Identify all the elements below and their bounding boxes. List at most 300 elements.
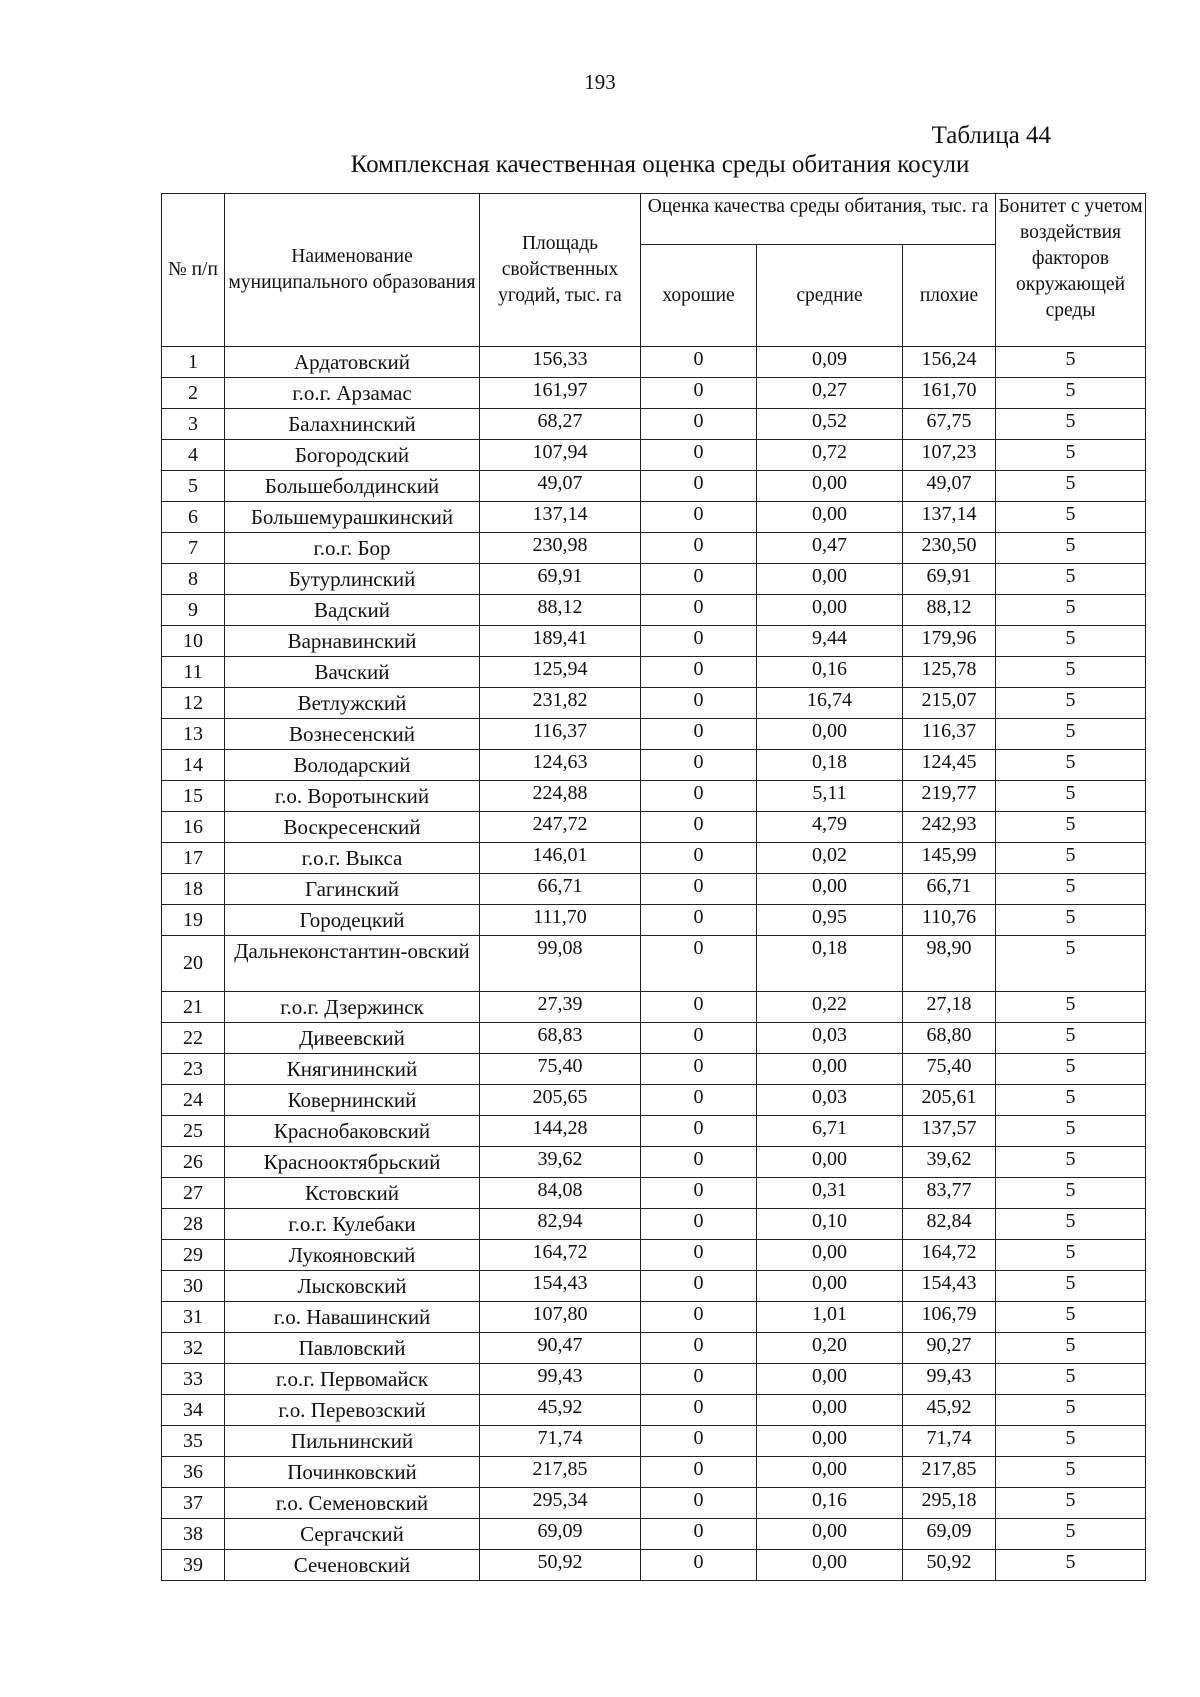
table-row — [162, 1271, 1146, 1302]
cell-area: 69,09 — [480, 1519, 641, 1550]
cell-bonitet: 5 — [996, 812, 1146, 843]
cell-num: 31 — [162, 1302, 225, 1333]
cell-poor: 49,07 — [903, 471, 996, 502]
cell-name: Сеченовский — [225, 1550, 480, 1581]
cell-bonitet: 5 — [996, 564, 1146, 595]
cell-num: 38 — [162, 1519, 225, 1550]
habitat-assessment-table — [161, 193, 1146, 1581]
cell-name: Бутурлинский — [225, 564, 480, 595]
cell-poor: 106,79 — [903, 1302, 996, 1333]
table-row — [162, 688, 1146, 719]
cell-good: 0 — [641, 843, 757, 874]
cell-num: 17 — [162, 843, 225, 874]
cell-bonitet: 5 — [996, 533, 1146, 564]
cell-good: 0 — [641, 564, 757, 595]
cell-poor: 27,18 — [903, 992, 996, 1023]
cell-poor: 71,74 — [903, 1426, 996, 1457]
cell-medium: 0,10 — [757, 1209, 903, 1240]
cell-area: 224,88 — [480, 781, 641, 812]
cell-medium: 0,27 — [757, 378, 903, 409]
cell-name: г.о.г. Первомайск — [225, 1364, 480, 1395]
cell-good: 0 — [641, 1271, 757, 1302]
cell-name: г.о. Перевозский — [225, 1395, 480, 1426]
cell-medium: 0,00 — [757, 564, 903, 595]
table-row — [162, 533, 1146, 564]
cell-area: 66,71 — [480, 874, 641, 905]
table-row — [162, 1178, 1146, 1209]
cell-bonitet: 5 — [996, 1457, 1146, 1488]
cell-medium: 0,09 — [757, 347, 903, 378]
cell-good: 0 — [641, 1395, 757, 1426]
cell-bonitet: 5 — [996, 719, 1146, 750]
cell-area: 125,94 — [480, 657, 641, 688]
cell-area: 90,47 — [480, 1333, 641, 1364]
table-row — [162, 1302, 1146, 1333]
cell-poor: 295,18 — [903, 1488, 996, 1519]
cell-medium: 9,44 — [757, 626, 903, 657]
table-row — [162, 1395, 1146, 1426]
cell-medium: 0,00 — [757, 595, 903, 626]
cell-poor: 83,77 — [903, 1178, 996, 1209]
cell-name: Ковернинский — [225, 1085, 480, 1116]
cell-name: Починковский — [225, 1457, 480, 1488]
cell-area: 137,14 — [480, 502, 641, 533]
cell-num: 10 — [162, 626, 225, 657]
cell-bonitet: 5 — [996, 595, 1146, 626]
cell-medium: 0,00 — [757, 1395, 903, 1426]
cell-bonitet: 5 — [996, 502, 1146, 533]
cell-poor: 145,99 — [903, 843, 996, 874]
cell-name: Городецкий — [225, 905, 480, 936]
cell-good: 0 — [641, 1426, 757, 1457]
header-bonitet: Бонитет с учетом воздействия факторов окружающей среды — [996, 194, 1146, 347]
cell-bonitet: 5 — [996, 1488, 1146, 1519]
cell-num: 20 — [162, 936, 225, 992]
cell-medium: 0,00 — [757, 1054, 903, 1085]
cell-bonitet: 5 — [996, 1147, 1146, 1178]
cell-poor: 75,40 — [903, 1054, 996, 1085]
cell-good: 0 — [641, 1116, 757, 1147]
cell-good: 0 — [641, 347, 757, 378]
cell-bonitet: 5 — [996, 992, 1146, 1023]
cell-medium: 0,00 — [757, 1147, 903, 1178]
cell-num: 24 — [162, 1085, 225, 1116]
cell-medium: 0,00 — [757, 502, 903, 533]
header-area: Площадь свойственных угодий, тыс. га — [480, 194, 641, 347]
cell-poor: 137,14 — [903, 502, 996, 533]
cell-medium: 16,74 — [757, 688, 903, 719]
cell-num: 30 — [162, 1271, 225, 1302]
cell-good: 0 — [641, 378, 757, 409]
cell-area: 107,80 — [480, 1302, 641, 1333]
cell-bonitet: 5 — [996, 905, 1146, 936]
cell-poor: 66,71 — [903, 874, 996, 905]
cell-good: 0 — [641, 409, 757, 440]
cell-poor: 68,80 — [903, 1023, 996, 1054]
cell-good: 0 — [641, 1023, 757, 1054]
cell-medium: 0,52 — [757, 409, 903, 440]
cell-area: 45,92 — [480, 1395, 641, 1426]
cell-num: 5 — [162, 471, 225, 502]
cell-medium: 0,00 — [757, 874, 903, 905]
cell-bonitet: 5 — [996, 1023, 1146, 1054]
cell-name: Лысковский — [225, 1271, 480, 1302]
cell-area: 68,83 — [480, 1023, 641, 1054]
cell-bonitet: 5 — [996, 1519, 1146, 1550]
cell-poor: 107,23 — [903, 440, 996, 471]
cell-medium: 0,03 — [757, 1085, 903, 1116]
table-row — [162, 440, 1146, 471]
page-number: 193 — [584, 70, 616, 94]
table-row — [162, 874, 1146, 905]
cell-name: г.о. Воротынский — [225, 781, 480, 812]
cell-good: 0 — [641, 874, 757, 905]
cell-name: г.о. Семеновский — [225, 1488, 480, 1519]
cell-name: Вачский — [225, 657, 480, 688]
cell-good: 0 — [641, 905, 757, 936]
cell-num: 16 — [162, 812, 225, 843]
cell-bonitet: 5 — [996, 843, 1146, 874]
table-row — [162, 1209, 1146, 1240]
cell-medium: 0,18 — [757, 936, 903, 992]
cell-name: г.о.г. Выкса — [225, 843, 480, 874]
cell-bonitet: 5 — [996, 1209, 1146, 1240]
cell-good: 0 — [641, 992, 757, 1023]
cell-poor: 230,50 — [903, 533, 996, 564]
cell-name: Дальнеконстантин-овский — [225, 936, 480, 992]
table-row — [162, 781, 1146, 812]
cell-num: 7 — [162, 533, 225, 564]
table-body — [162, 347, 1146, 1581]
cell-bonitet: 5 — [996, 874, 1146, 905]
cell-poor: 90,27 — [903, 1333, 996, 1364]
cell-bonitet: 5 — [996, 936, 1146, 992]
header-good: хорошие — [641, 245, 757, 347]
table-row — [162, 471, 1146, 502]
cell-bonitet: 5 — [996, 1085, 1146, 1116]
cell-medium: 0,03 — [757, 1023, 903, 1054]
cell-name: Кстовский — [225, 1178, 480, 1209]
table-row — [162, 992, 1146, 1023]
cell-num: 36 — [162, 1457, 225, 1488]
cell-name: Павловский — [225, 1333, 480, 1364]
cell-num: 8 — [162, 564, 225, 595]
cell-area: 156,33 — [480, 347, 641, 378]
cell-medium: 4,79 — [757, 812, 903, 843]
cell-name: Вознесенский — [225, 719, 480, 750]
cell-area: 161,97 — [480, 378, 641, 409]
table-row — [162, 812, 1146, 843]
cell-num: 12 — [162, 688, 225, 719]
table-label: Таблица 44 — [931, 122, 1051, 149]
cell-bonitet: 5 — [996, 657, 1146, 688]
table-row — [162, 1488, 1146, 1519]
cell-poor: 156,24 — [903, 347, 996, 378]
cell-medium: 0,02 — [757, 843, 903, 874]
cell-num: 4 — [162, 440, 225, 471]
cell-medium: 0,00 — [757, 1364, 903, 1395]
cell-num: 26 — [162, 1147, 225, 1178]
cell-num: 22 — [162, 1023, 225, 1054]
cell-num: 11 — [162, 657, 225, 688]
cell-area: 124,63 — [480, 750, 641, 781]
header-medium: средние — [757, 245, 903, 347]
cell-good: 0 — [641, 750, 757, 781]
table-row — [162, 936, 1146, 992]
cell-good: 0 — [641, 1209, 757, 1240]
cell-medium: 0,18 — [757, 750, 903, 781]
cell-area: 99,08 — [480, 936, 641, 992]
cell-medium: 1,01 — [757, 1302, 903, 1333]
cell-good: 0 — [641, 812, 757, 843]
cell-area: 68,27 — [480, 409, 641, 440]
cell-good: 0 — [641, 657, 757, 688]
cell-name: Краснобаковский — [225, 1116, 480, 1147]
cell-poor: 217,85 — [903, 1457, 996, 1488]
cell-medium: 0,00 — [757, 1457, 903, 1488]
table-row — [162, 564, 1146, 595]
cell-area: 164,72 — [480, 1240, 641, 1271]
cell-area: 116,37 — [480, 719, 641, 750]
cell-num: 3 — [162, 409, 225, 440]
cell-area: 205,65 — [480, 1085, 641, 1116]
cell-bonitet: 5 — [996, 1271, 1146, 1302]
cell-poor: 82,84 — [903, 1209, 996, 1240]
cell-num: 9 — [162, 595, 225, 626]
cell-bonitet: 5 — [996, 1054, 1146, 1085]
table-row — [162, 347, 1146, 378]
table-row — [162, 626, 1146, 657]
table-row — [162, 1333, 1146, 1364]
table-row — [162, 502, 1146, 533]
cell-name: г.о.г. Кулебаки — [225, 1209, 480, 1240]
cell-good: 0 — [641, 936, 757, 992]
cell-bonitet: 5 — [996, 1426, 1146, 1457]
cell-good: 0 — [641, 1085, 757, 1116]
cell-name: Большеболдинский — [225, 471, 480, 502]
cell-area: 82,94 — [480, 1209, 641, 1240]
header-poor: плохие — [903, 245, 996, 347]
header-name: Наименование муниципального образования — [225, 194, 480, 347]
cell-good: 0 — [641, 533, 757, 564]
cell-area: 27,39 — [480, 992, 641, 1023]
cell-num: 6 — [162, 502, 225, 533]
cell-bonitet: 5 — [996, 781, 1146, 812]
cell-poor: 205,61 — [903, 1085, 996, 1116]
cell-bonitet: 5 — [996, 409, 1146, 440]
table-header — [162, 194, 1146, 347]
cell-bonitet: 5 — [996, 750, 1146, 781]
cell-medium: 0,00 — [757, 1426, 903, 1457]
cell-name: г.о.г. Арзамас — [225, 378, 480, 409]
cell-area: 217,85 — [480, 1457, 641, 1488]
cell-medium: 0,00 — [757, 719, 903, 750]
cell-num: 34 — [162, 1395, 225, 1426]
table-row — [162, 1550, 1146, 1581]
cell-poor: 88,12 — [903, 595, 996, 626]
cell-area: 154,43 — [480, 1271, 641, 1302]
cell-name: Варнавинский — [225, 626, 480, 657]
cell-bonitet: 5 — [996, 1395, 1146, 1426]
cell-good: 0 — [641, 626, 757, 657]
table-row — [162, 1457, 1146, 1488]
cell-area: 230,98 — [480, 533, 641, 564]
cell-medium: 0,00 — [757, 1519, 903, 1550]
cell-name: Лукояновский — [225, 1240, 480, 1271]
cell-num: 37 — [162, 1488, 225, 1519]
cell-good: 0 — [641, 1178, 757, 1209]
cell-num: 19 — [162, 905, 225, 936]
cell-area: 231,82 — [480, 688, 641, 719]
cell-good: 0 — [641, 1364, 757, 1395]
cell-good: 0 — [641, 1457, 757, 1488]
cell-area: 295,34 — [480, 1488, 641, 1519]
cell-bonitet: 5 — [996, 1364, 1146, 1395]
cell-bonitet: 5 — [996, 626, 1146, 657]
cell-medium: 0,47 — [757, 533, 903, 564]
cell-name: Богородский — [225, 440, 480, 471]
cell-area: 146,01 — [480, 843, 641, 874]
cell-medium: 0,00 — [757, 1550, 903, 1581]
cell-poor: 154,43 — [903, 1271, 996, 1302]
cell-poor: 219,77 — [903, 781, 996, 812]
cell-name: Дивеевский — [225, 1023, 480, 1054]
cell-area: 84,08 — [480, 1178, 641, 1209]
cell-bonitet: 5 — [996, 440, 1146, 471]
cell-poor: 110,76 — [903, 905, 996, 936]
cell-area: 39,62 — [480, 1147, 641, 1178]
cell-name: Пильнинский — [225, 1426, 480, 1457]
cell-poor: 215,07 — [903, 688, 996, 719]
cell-area: 75,40 — [480, 1054, 641, 1085]
cell-medium: 0,00 — [757, 1271, 903, 1302]
cell-good: 0 — [641, 440, 757, 471]
cell-num: 29 — [162, 1240, 225, 1271]
cell-area: 189,41 — [480, 626, 641, 657]
cell-num: 25 — [162, 1116, 225, 1147]
cell-area: 88,12 — [480, 595, 641, 626]
cell-name: Вадский — [225, 595, 480, 626]
cell-good: 0 — [641, 1054, 757, 1085]
table-row — [162, 595, 1146, 626]
cell-bonitet: 5 — [996, 688, 1146, 719]
cell-bonitet: 5 — [996, 1116, 1146, 1147]
cell-num: 27 — [162, 1178, 225, 1209]
table-row — [162, 1147, 1146, 1178]
table-row — [162, 1054, 1146, 1085]
cell-good: 0 — [641, 1488, 757, 1519]
cell-area: 107,94 — [480, 440, 641, 471]
cell-poor: 39,62 — [903, 1147, 996, 1178]
cell-good: 0 — [641, 688, 757, 719]
table-row — [162, 1085, 1146, 1116]
cell-num: 23 — [162, 1054, 225, 1085]
cell-poor: 45,92 — [903, 1395, 996, 1426]
cell-area: 144,28 — [480, 1116, 641, 1147]
cell-bonitet: 5 — [996, 1240, 1146, 1271]
cell-medium: 6,71 — [757, 1116, 903, 1147]
cell-good: 0 — [641, 1147, 757, 1178]
cell-name: Краснооктябрьский — [225, 1147, 480, 1178]
cell-name: Ардатовский — [225, 347, 480, 378]
cell-good: 0 — [641, 1333, 757, 1364]
table-row — [162, 905, 1146, 936]
cell-poor: 125,78 — [903, 657, 996, 688]
cell-name: Воскресенский — [225, 812, 480, 843]
cell-area: 69,91 — [480, 564, 641, 595]
cell-bonitet: 5 — [996, 1178, 1146, 1209]
cell-poor: 99,43 — [903, 1364, 996, 1395]
cell-medium: 0,95 — [757, 905, 903, 936]
cell-poor: 179,96 — [903, 626, 996, 657]
cell-good: 0 — [641, 471, 757, 502]
cell-num: 39 — [162, 1550, 225, 1581]
table-row — [162, 750, 1146, 781]
cell-poor: 124,45 — [903, 750, 996, 781]
table-row — [162, 719, 1146, 750]
cell-name: Ветлужский — [225, 688, 480, 719]
cell-medium: 0,16 — [757, 657, 903, 688]
cell-poor: 164,72 — [903, 1240, 996, 1271]
header-quality-group: Оценка качества среды обитания, тыс. га — [641, 194, 996, 245]
cell-num: 21 — [162, 992, 225, 1023]
cell-bonitet: 5 — [996, 378, 1146, 409]
cell-name: Володарский — [225, 750, 480, 781]
cell-num: 35 — [162, 1426, 225, 1457]
cell-poor: 137,57 — [903, 1116, 996, 1147]
cell-area: 50,92 — [480, 1550, 641, 1581]
table-row — [162, 657, 1146, 688]
cell-good: 0 — [641, 781, 757, 812]
cell-poor: 50,92 — [903, 1550, 996, 1581]
cell-num: 15 — [162, 781, 225, 812]
cell-area: 71,74 — [480, 1426, 641, 1457]
cell-poor: 69,91 — [903, 564, 996, 595]
cell-num: 1 — [162, 347, 225, 378]
cell-medium: 0,20 — [757, 1333, 903, 1364]
header-num: № п/п — [162, 194, 225, 347]
cell-name: Княгининский — [225, 1054, 480, 1085]
cell-good: 0 — [641, 719, 757, 750]
table-row — [162, 409, 1146, 440]
cell-medium: 5,11 — [757, 781, 903, 812]
cell-bonitet: 5 — [996, 1302, 1146, 1333]
cell-medium: 0,22 — [757, 992, 903, 1023]
cell-bonitet: 5 — [996, 1333, 1146, 1364]
table-row — [162, 1116, 1146, 1147]
cell-num: 2 — [162, 378, 225, 409]
cell-name: Гагинский — [225, 874, 480, 905]
cell-num: 32 — [162, 1333, 225, 1364]
cell-good: 0 — [641, 1240, 757, 1271]
cell-area: 49,07 — [480, 471, 641, 502]
cell-good: 0 — [641, 1519, 757, 1550]
cell-medium: 0,00 — [757, 471, 903, 502]
cell-medium: 0,72 — [757, 440, 903, 471]
cell-poor: 69,09 — [903, 1519, 996, 1550]
cell-good: 0 — [641, 595, 757, 626]
cell-bonitet: 5 — [996, 347, 1146, 378]
table-row — [162, 1519, 1146, 1550]
cell-good: 0 — [641, 502, 757, 533]
cell-name: г.о.г. Дзержинск — [225, 992, 480, 1023]
cell-num: 33 — [162, 1364, 225, 1395]
table-row — [162, 1240, 1146, 1271]
cell-area: 99,43 — [480, 1364, 641, 1395]
cell-good: 0 — [641, 1550, 757, 1581]
cell-num: 28 — [162, 1209, 225, 1240]
table-row — [162, 1364, 1146, 1395]
